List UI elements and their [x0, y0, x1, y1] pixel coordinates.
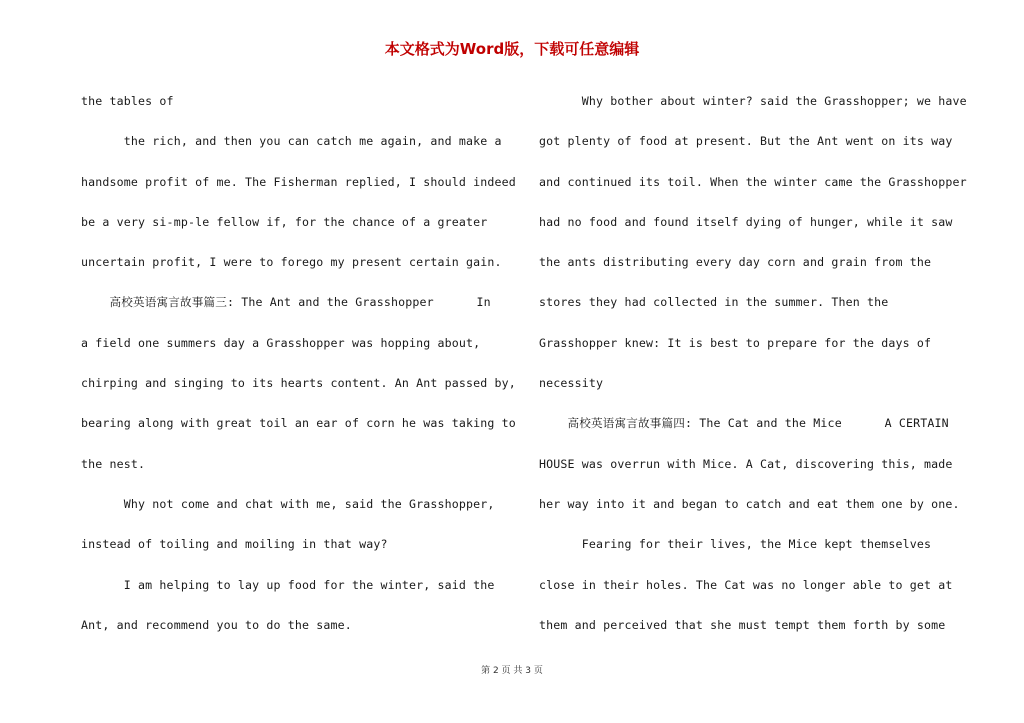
text-line: stores they had collected in the summer. Then the [539, 295, 889, 310]
text-line: a field one summers day a Grasshopper was hopping about, [81, 335, 481, 350]
section-heading-line: 高校英语寓言故事篇四: The Cat and the Mice A CERTAIN [539, 416, 949, 431]
text-line: instead of toiling and moiling in that way? [81, 537, 388, 552]
text-line: Why not come and chat with me, said the Grasshopper, [81, 496, 495, 511]
text-line: Fearing for their lives, the Mice kept themselves [539, 537, 932, 552]
text-line: be a very si-mp-le fellow if, for the chance of a greater [81, 214, 488, 229]
text-line: bearing along with great toil an ear of corn he was taking to [81, 416, 516, 431]
section-heading-line: 高校英语寓言故事篇三: The Ant and the Grasshopper In [81, 295, 491, 310]
text-line: Ant, and recommend you to do the same. [81, 617, 352, 632]
text-line: HOUSE was overrun with Mice. A Cat, discovering this, made [539, 456, 953, 471]
text-line: I am helping to lay up food for the winter, said the [81, 577, 495, 592]
left-column [81, 94, 516, 658]
text-line: necessity [539, 376, 604, 391]
right-column [539, 94, 967, 658]
text-line: got plenty of food at present. But the Ant went on its way [539, 134, 953, 149]
page-number-footer: 第 2 页 共 3 页 [481, 666, 543, 676]
text-line: and continued its toil. When the winter came the Grasshopper [539, 174, 967, 189]
text-line: uncertain profit, I were to forego my present certain gain. [81, 255, 502, 270]
text-line: chirping and singing to its hearts content. An Ant passed by, [81, 376, 516, 391]
text-line: had no food and found itself dying of hunger, while it saw [539, 214, 953, 229]
text-line: her way into it and began to catch and eat them one by one. [539, 496, 960, 511]
text-line: Grasshopper knew: It is best to prepare for the days of [539, 335, 932, 350]
text-line: them and perceived that she must tempt them forth by some [539, 617, 946, 632]
text-line: the ants distributing every day corn and grain from the [539, 255, 932, 270]
text-line: close in their holes. The Cat was no longer able to get at [539, 577, 953, 592]
text-line: Why bother about winter? said the Grasshopper; we have [539, 94, 967, 108]
text-line: the nest. [81, 456, 146, 471]
text-line: the tables of [81, 94, 174, 108]
document-banner: 本文格式为Word版，下载可任意编辑 [384, 40, 640, 58]
text-line: the rich, and then you can catch me again, and make a [81, 134, 502, 149]
text-line: handsome profit of me. The Fisherman replied, I should indeed [81, 174, 516, 189]
